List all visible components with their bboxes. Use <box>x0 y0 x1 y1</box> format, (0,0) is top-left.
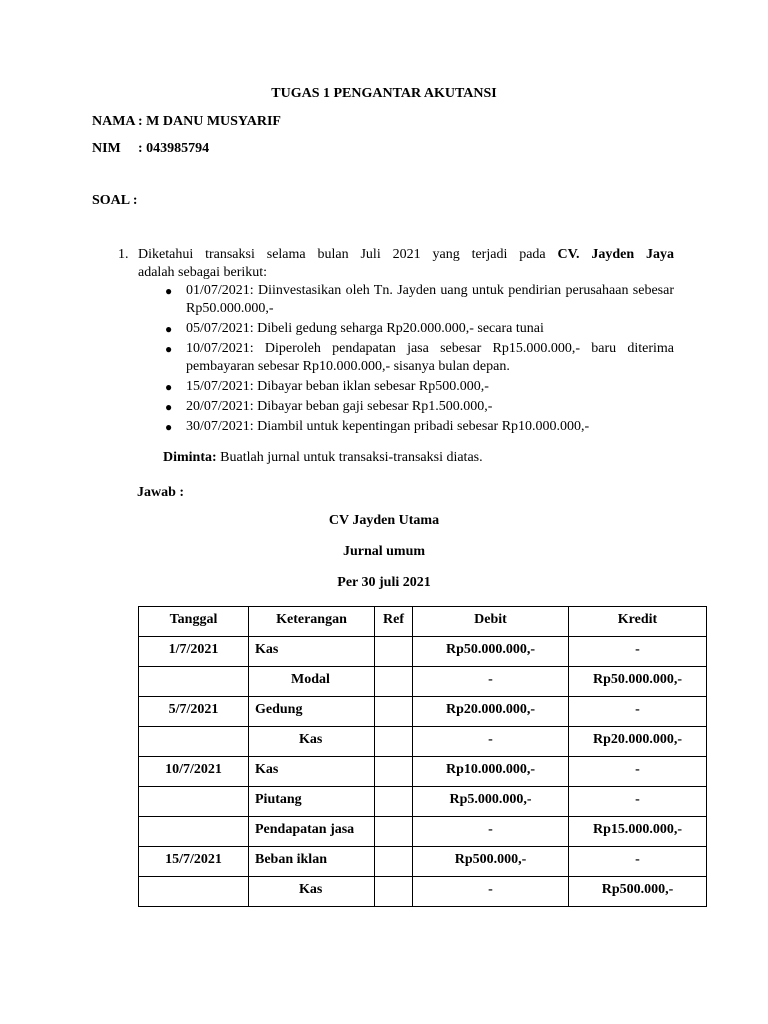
bullet-icon: ● <box>165 380 173 394</box>
cell-keterangan: Kas <box>249 727 375 757</box>
cell-tanggal <box>139 817 249 847</box>
cell-debit: Rp10.000.000,- <box>413 757 569 787</box>
cell-debit: - <box>413 817 569 847</box>
bullet-icon: ● <box>165 284 173 298</box>
header-tanggal: Tanggal <box>139 607 249 637</box>
cell-kredit: - <box>569 847 707 877</box>
nim-label: NIM <box>92 141 121 156</box>
cell-tanggal <box>139 727 249 757</box>
transaction-item <box>118 320 678 338</box>
journal-period: Per 30 juli 2021 <box>337 575 431 590</box>
journal-row <box>139 637 707 667</box>
journal-row <box>139 787 707 817</box>
nama-value: : M DANU MUSYARIF <box>138 114 281 129</box>
header-kredit: Kredit <box>569 607 707 637</box>
cell-kredit: Rp20.000.000,- <box>569 727 707 757</box>
cell-ref <box>375 877 413 907</box>
cell-debit: - <box>413 727 569 757</box>
cell-keterangan: Beban iklan <box>249 847 375 877</box>
soal-heading: SOAL : <box>92 193 138 208</box>
nim-value: : 043985794 <box>138 141 210 156</box>
question-company: CV. Jayden Jaya <box>557 247 675 262</box>
cell-kredit: - <box>569 637 707 667</box>
cell-tanggal <box>139 667 249 697</box>
journal-row <box>139 877 707 907</box>
transaction-text: 10/07/2021: Diperoleh pendapatan jasa sebesar Rp15.000.000,- baru diterima pembayaran sebesar Rp10.000.000,- sisanya bulan depan. <box>186 341 674 374</box>
nama-row <box>92 114 281 130</box>
journal-row <box>139 757 707 787</box>
cell-ref <box>375 637 413 667</box>
bullet-icon: ● <box>165 322 173 336</box>
cell-ref <box>375 697 413 727</box>
cell-keterangan: Kas <box>249 637 375 667</box>
journal-header-row <box>139 607 707 637</box>
cell-ref <box>375 847 413 877</box>
cell-tanggal <box>139 877 249 907</box>
question-number: 1. <box>118 247 129 262</box>
cell-keterangan: Gedung <box>249 697 375 727</box>
journal-row <box>139 817 707 847</box>
header-ref: Ref <box>375 607 413 637</box>
diminta-label: Diminta: <box>163 450 217 465</box>
bullet-icon: ● <box>165 342 173 356</box>
cell-kredit: Rp50.000.000,- <box>569 667 707 697</box>
diminta-line <box>163 450 483 466</box>
cell-debit: Rp20.000.000,- <box>413 697 569 727</box>
cell-kredit: Rp500.000,- <box>569 877 707 907</box>
question-intro-line2: adalah sebagai berikut: <box>138 265 268 280</box>
cell-debit: Rp500.000,- <box>413 847 569 877</box>
transaction-item <box>118 418 678 436</box>
cell-kredit: - <box>569 787 707 817</box>
cell-keterangan: Modal <box>249 667 375 697</box>
cell-keterangan: Kas <box>249 877 375 907</box>
transaction-item <box>118 398 678 416</box>
cell-tanggal: 10/7/2021 <box>139 757 249 787</box>
transaction-text: 05/07/2021: Dibeli gedung seharga Rp20.000.000,- secara tunai <box>186 321 544 336</box>
nim-row <box>92 141 209 157</box>
cell-keterangan: Piutang <box>249 787 375 817</box>
transaction-text: 01/07/2021: Diinvestasikan oleh Tn. Jayden uang untuk pendirian perusahaan sebesar Rp50.000.000,- <box>186 283 674 316</box>
jawab-heading: Jawab : <box>137 485 185 500</box>
cell-debit: Rp5.000.000,- <box>413 787 569 817</box>
cell-ref <box>375 757 413 787</box>
journal-row <box>139 667 707 697</box>
journal-title: Jurnal umum <box>342 544 426 559</box>
document-title: TUGAS 1 PENGANTAR AKUTANSI <box>271 86 497 101</box>
header-keterangan: Keterangan <box>249 607 375 637</box>
transaction-text: 20/07/2021: Dibayar beban gaji sebesar Rp1.500.000,- <box>186 399 493 414</box>
journal-table <box>138 606 707 907</box>
cell-debit: Rp50.000.000,- <box>413 637 569 667</box>
journal-row <box>139 727 707 757</box>
header-debit: Debit <box>413 607 569 637</box>
cell-ref <box>375 817 413 847</box>
cell-keterangan: Kas <box>249 757 375 787</box>
bullet-icon: ● <box>165 400 173 414</box>
transaction-list <box>118 282 678 438</box>
transaction-text: 30/07/2021: Diambil untuk kepentingan pribadi sebesar Rp10.000.000,- <box>186 419 590 434</box>
question-intro-line1 <box>138 246 674 264</box>
cell-kredit: Rp15.000.000,- <box>569 817 707 847</box>
journal-row <box>139 697 707 727</box>
cell-kredit: - <box>569 697 707 727</box>
transaction-item <box>118 340 678 376</box>
nama-label: NAMA <box>92 114 136 129</box>
cell-tanggal: 5/7/2021 <box>139 697 249 727</box>
cell-tanggal <box>139 787 249 817</box>
transaction-text: 15/07/2021: Dibayar beban iklan sebesar Rp500.000,- <box>186 379 489 394</box>
cell-keterangan: Pendapatan jasa <box>249 817 375 847</box>
company-name: CV Jayden Utama <box>328 513 440 528</box>
cell-debit: - <box>413 877 569 907</box>
cell-ref <box>375 727 413 757</box>
cell-kredit: - <box>569 757 707 787</box>
journal-body <box>139 637 707 907</box>
cell-ref <box>375 667 413 697</box>
cell-tanggal: 1/7/2021 <box>139 637 249 667</box>
question-intro-text: Diketahui transaksi selama bulan Juli 2021 yang terjadi pada <box>138 247 558 262</box>
journal-row <box>139 847 707 877</box>
cell-ref <box>375 787 413 817</box>
diminta-text: Buatlah jurnal untuk transaksi-transaksi diatas. <box>216 450 483 465</box>
transaction-item <box>118 378 678 396</box>
cell-debit: - <box>413 667 569 697</box>
bullet-icon: ● <box>165 420 173 434</box>
transaction-item <box>118 282 678 318</box>
cell-tanggal: 15/7/2021 <box>139 847 249 877</box>
